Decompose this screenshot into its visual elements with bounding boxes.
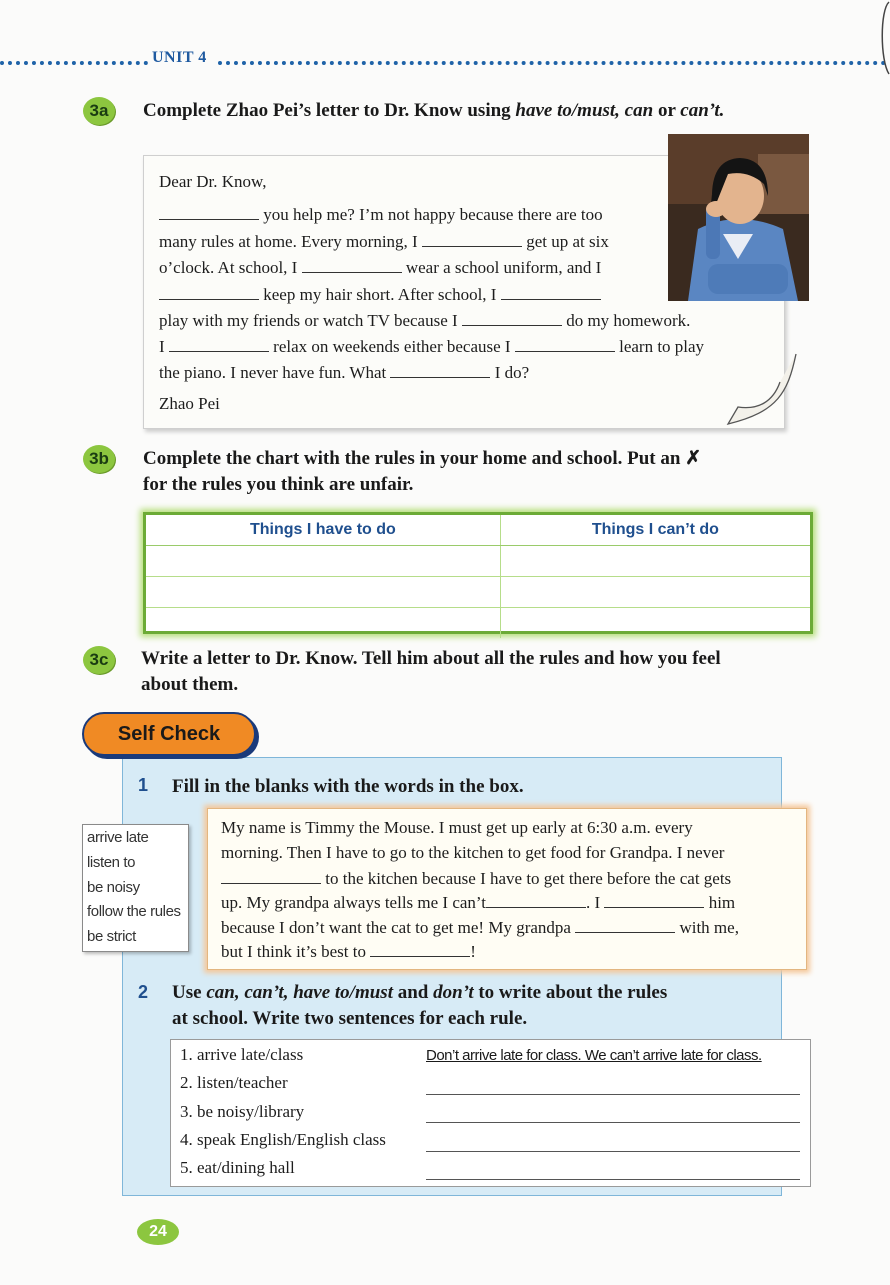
blank-field[interactable] (221, 867, 321, 884)
letter-text: get up at six (526, 232, 609, 251)
word-box-item: be strict (87, 928, 136, 945)
table-row (146, 608, 810, 639)
story-line-1: My name is Timmy the Mouse. I must get up early at 6:30 a.m. every (221, 818, 693, 837)
blank-field[interactable] (462, 309, 562, 326)
table-cell[interactable] (500, 608, 810, 639)
letter-line-5 (159, 309, 690, 331)
letter-line-4 (159, 283, 601, 305)
story-text: ! (470, 942, 476, 961)
blank-field[interactable] (302, 256, 402, 273)
letter-text: keep my hair short. After school, I (263, 285, 497, 304)
header-dotted-rule-left (0, 61, 148, 65)
letter-text: learn to play (619, 337, 705, 356)
table-cell[interactable] (146, 577, 500, 608)
letter-text: I do? (494, 363, 530, 382)
instruction-text: and (392, 982, 434, 1003)
letter-text: do my homework. (566, 311, 691, 330)
badge-3c: 3c (83, 646, 115, 674)
question-2-number: 2 (138, 982, 149, 1002)
rule-item: 2. listen/teacher (180, 1073, 288, 1092)
unit-title: UNIT 4 (152, 49, 207, 66)
word-box-item: arrive late (87, 829, 149, 846)
table-cell[interactable] (500, 546, 810, 577)
rule-item: 4. speak English/English class (180, 1130, 386, 1149)
self-check-title: Self Check (82, 712, 256, 756)
letter-text: wear a school uniform, and I (405, 258, 602, 277)
answer-line[interactable] (426, 1122, 800, 1123)
answer-line[interactable] (426, 1094, 800, 1095)
table-cell[interactable] (146, 608, 500, 639)
blank-field[interactable] (575, 916, 675, 933)
letter-text: play with my friends or watch TV because I (159, 311, 458, 330)
story-text: up. My grandpa always tells me I can’t (221, 893, 487, 912)
blank-field[interactable] (604, 891, 704, 908)
heading-emphasis: have to/must, can (515, 100, 654, 121)
letter-text: o’clock. At school, I (159, 258, 298, 277)
question-1-instruction: Fill in the blanks with the words in the box. (172, 776, 524, 797)
girl-photo (668, 134, 809, 301)
blank-field[interactable] (422, 230, 522, 247)
instruction-text: Use (172, 982, 207, 1003)
heading-text: or (653, 100, 681, 121)
question-2-instruction-line-1 (172, 980, 667, 1006)
exercise-3b-heading-line-1: Complete the chart with the rules in your home and school. Put an ✗ (143, 448, 702, 469)
word-box-item: listen to (87, 854, 136, 871)
letter-text: relax on weekends either because I (273, 337, 511, 356)
story-text: him (708, 893, 736, 912)
question-1-number: 1 (138, 775, 149, 795)
column-header-have-to: Things I have to do (146, 515, 500, 546)
story-line-3 (221, 867, 731, 889)
answer-line[interactable] (426, 1151, 800, 1152)
page-curl-icon (876, 0, 890, 80)
badge-3a: 3a (83, 97, 115, 125)
story-text: with me, (679, 918, 739, 937)
letter-text: I (159, 337, 165, 356)
exercise-3c-heading-line-2: about them. (141, 674, 239, 695)
story-text: . I (586, 893, 601, 912)
table-cell[interactable] (500, 577, 810, 608)
letter-signature: Zhao Pei (159, 394, 220, 413)
answer-line[interactable] (426, 1179, 800, 1180)
question-2-instruction-line-2: at school. Write two sentences for each rule. (172, 1008, 528, 1029)
blank-field[interactable] (159, 203, 259, 220)
story-line-6 (221, 940, 476, 962)
story-text: to the kitchen because I have to get there before the cat gets (325, 869, 732, 888)
story-line-5 (221, 916, 739, 938)
exercise-3b-heading-line-2: for the rules you think are unfair. (143, 474, 414, 495)
rule-item: 1. arrive late/class (180, 1045, 304, 1064)
word-box-item: follow the rules (87, 903, 181, 920)
header-dotted-rule-right (218, 61, 886, 65)
page-number: 24 (137, 1219, 179, 1245)
letter-text: you help me? I’m not happy because there are too (263, 205, 603, 224)
instruction-text: to write about the rules (473, 982, 668, 1003)
instruction-emphasis: don’t (433, 982, 474, 1003)
letter-line-7 (159, 361, 529, 383)
letter-text: the piano. I never have fun. What (159, 363, 387, 382)
sample-answer: Don’t arrive late for class. We can’t arrive late for class. (426, 1047, 762, 1064)
letter-line-3 (159, 256, 601, 278)
rules-table (146, 515, 810, 638)
exercise-3a-heading (143, 98, 724, 124)
letter-page-curl-icon (718, 352, 798, 432)
table-row (146, 546, 810, 577)
story-text: but I think it’s best to (221, 942, 366, 961)
story-line-2: morning. Then I have to go to the kitchen to get food for Grandpa. I never (221, 843, 725, 862)
table-cell[interactable] (146, 546, 500, 577)
blank-field[interactable] (169, 335, 269, 352)
blank-field[interactable] (501, 283, 601, 300)
heading-emphasis: can’t. (680, 100, 725, 121)
exercise-3c-heading-line-1: Write a letter to Dr. Know. Tell him about all the rules and how you feel (141, 648, 721, 669)
column-header-cant: Things I can’t do (500, 515, 810, 546)
blank-field[interactable] (390, 361, 490, 378)
instruction-emphasis: can, can’t, have to/must (206, 982, 393, 1003)
letter-line-1 (159, 203, 603, 225)
heading-text: Complete Zhao Pei’s letter to Dr. Know using (143, 100, 516, 121)
blank-field[interactable] (159, 283, 259, 300)
table-row (146, 577, 810, 608)
story-text: because I don’t want the cat to get me! My grandpa (221, 918, 571, 937)
blank-field[interactable] (515, 335, 615, 352)
blank-field[interactable] (486, 891, 586, 908)
letter-greeting: Dear Dr. Know, (159, 172, 267, 191)
rule-item: 3. be noisy/library (180, 1102, 305, 1121)
rule-item: 5. eat/dining hall (180, 1158, 295, 1177)
word-box-item: be noisy (87, 879, 140, 896)
story-line-4 (221, 891, 735, 913)
rules-chart (143, 512, 813, 634)
letter-line-2 (159, 230, 609, 252)
blank-field[interactable] (370, 940, 470, 957)
letter-text: many rules at home. Every morning, I (159, 232, 418, 251)
badge-3b: 3b (83, 445, 115, 473)
table-header-row (146, 515, 810, 546)
letter-line-6 (159, 335, 704, 357)
